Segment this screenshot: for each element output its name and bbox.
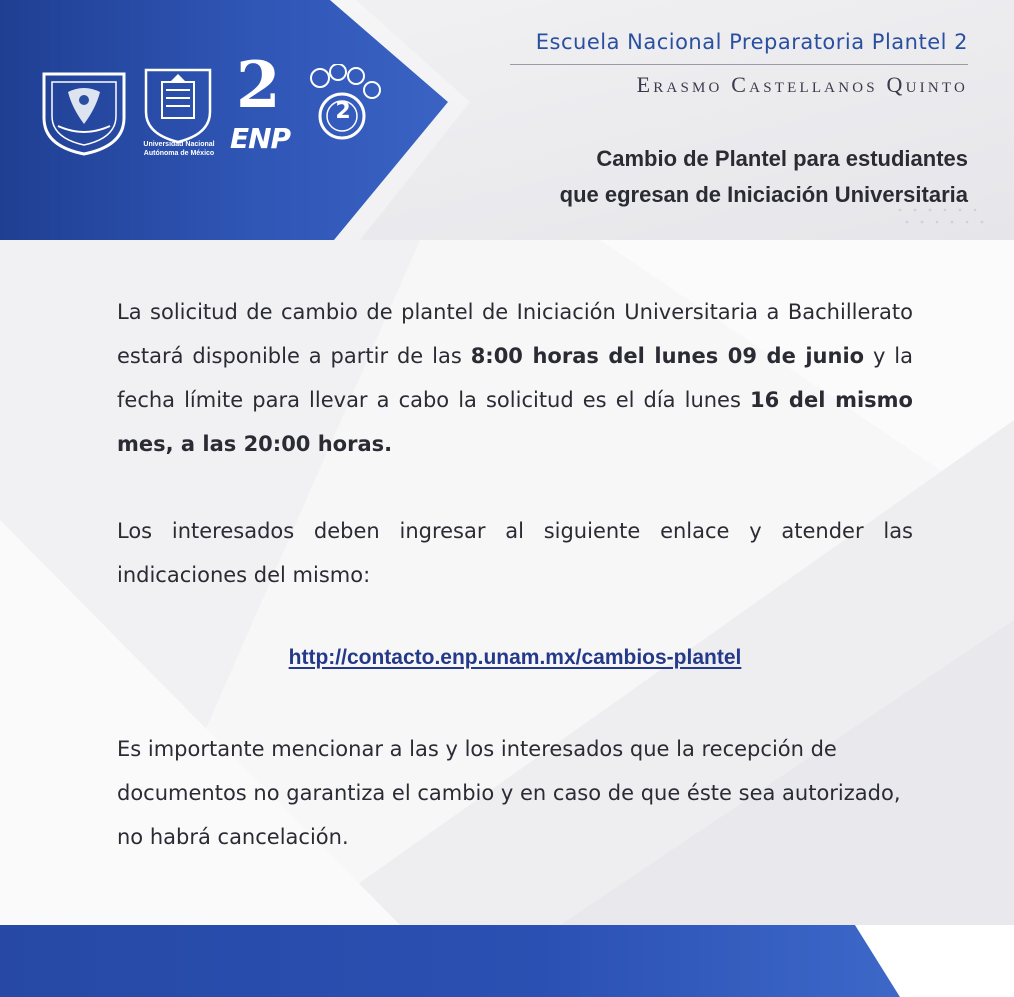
unam-shield-logo bbox=[38, 68, 130, 158]
enp2-badge-number: 2 bbox=[335, 99, 351, 124]
unam-seal-logo bbox=[140, 64, 216, 148]
unam-shield-icon bbox=[38, 68, 130, 158]
unam-caption-line1: Universidad Nacional bbox=[143, 141, 215, 148]
headline-line2: que egresan de Iniciación Universitaria bbox=[559, 182, 968, 207]
enp-logo-number: 2 bbox=[236, 48, 281, 123]
link-container bbox=[117, 646, 913, 670]
unam-caption bbox=[132, 140, 226, 158]
cambios-plantel-link[interactable]: http://contacto.enp.unam.mx/cambios-plantel bbox=[288, 646, 742, 669]
headline-line1: Cambio de Plantel para estudiantes bbox=[596, 146, 968, 171]
unam-seal-icon bbox=[140, 64, 216, 148]
announcement-headline bbox=[440, 141, 968, 213]
paragraph-dates bbox=[117, 290, 913, 466]
p1-start-date: 8:00 horas del lunes 09 de junio bbox=[470, 344, 865, 368]
p1-deadline: 16 del mismo mes, a las 20:00 horas. bbox=[117, 388, 913, 456]
header-divider bbox=[510, 64, 968, 65]
school-subtitle: Erasmo Castellanos Quinto bbox=[636, 72, 968, 97]
enp-logo bbox=[228, 48, 298, 158]
paragraph-notice: Es importante mencionar a las y los interesados que la recepción de documentos no garantiza el cambio y en caso de que éste sea autorizado, no habrá cancelación. bbox=[117, 737, 901, 849]
school-name: Escuela Nacional Preparatoria Plantel 2 bbox=[535, 30, 968, 54]
p1-text-c: y la fecha límite para llevar a cabo la solicitud es el día lunes bbox=[117, 344, 914, 412]
paragraph-instructions: Los interesados deben ingresar al siguiente enlace y atender las indicaciones del mismo: bbox=[117, 519, 913, 587]
enp-logo-text: ENP bbox=[230, 122, 291, 155]
unam-caption-line2: Autónoma de México bbox=[143, 150, 215, 157]
p1-text-a: La solicitud de cambio de plantel de Iniciación Universitaria a Bachillerato estará disponible a partir de las bbox=[117, 300, 913, 368]
